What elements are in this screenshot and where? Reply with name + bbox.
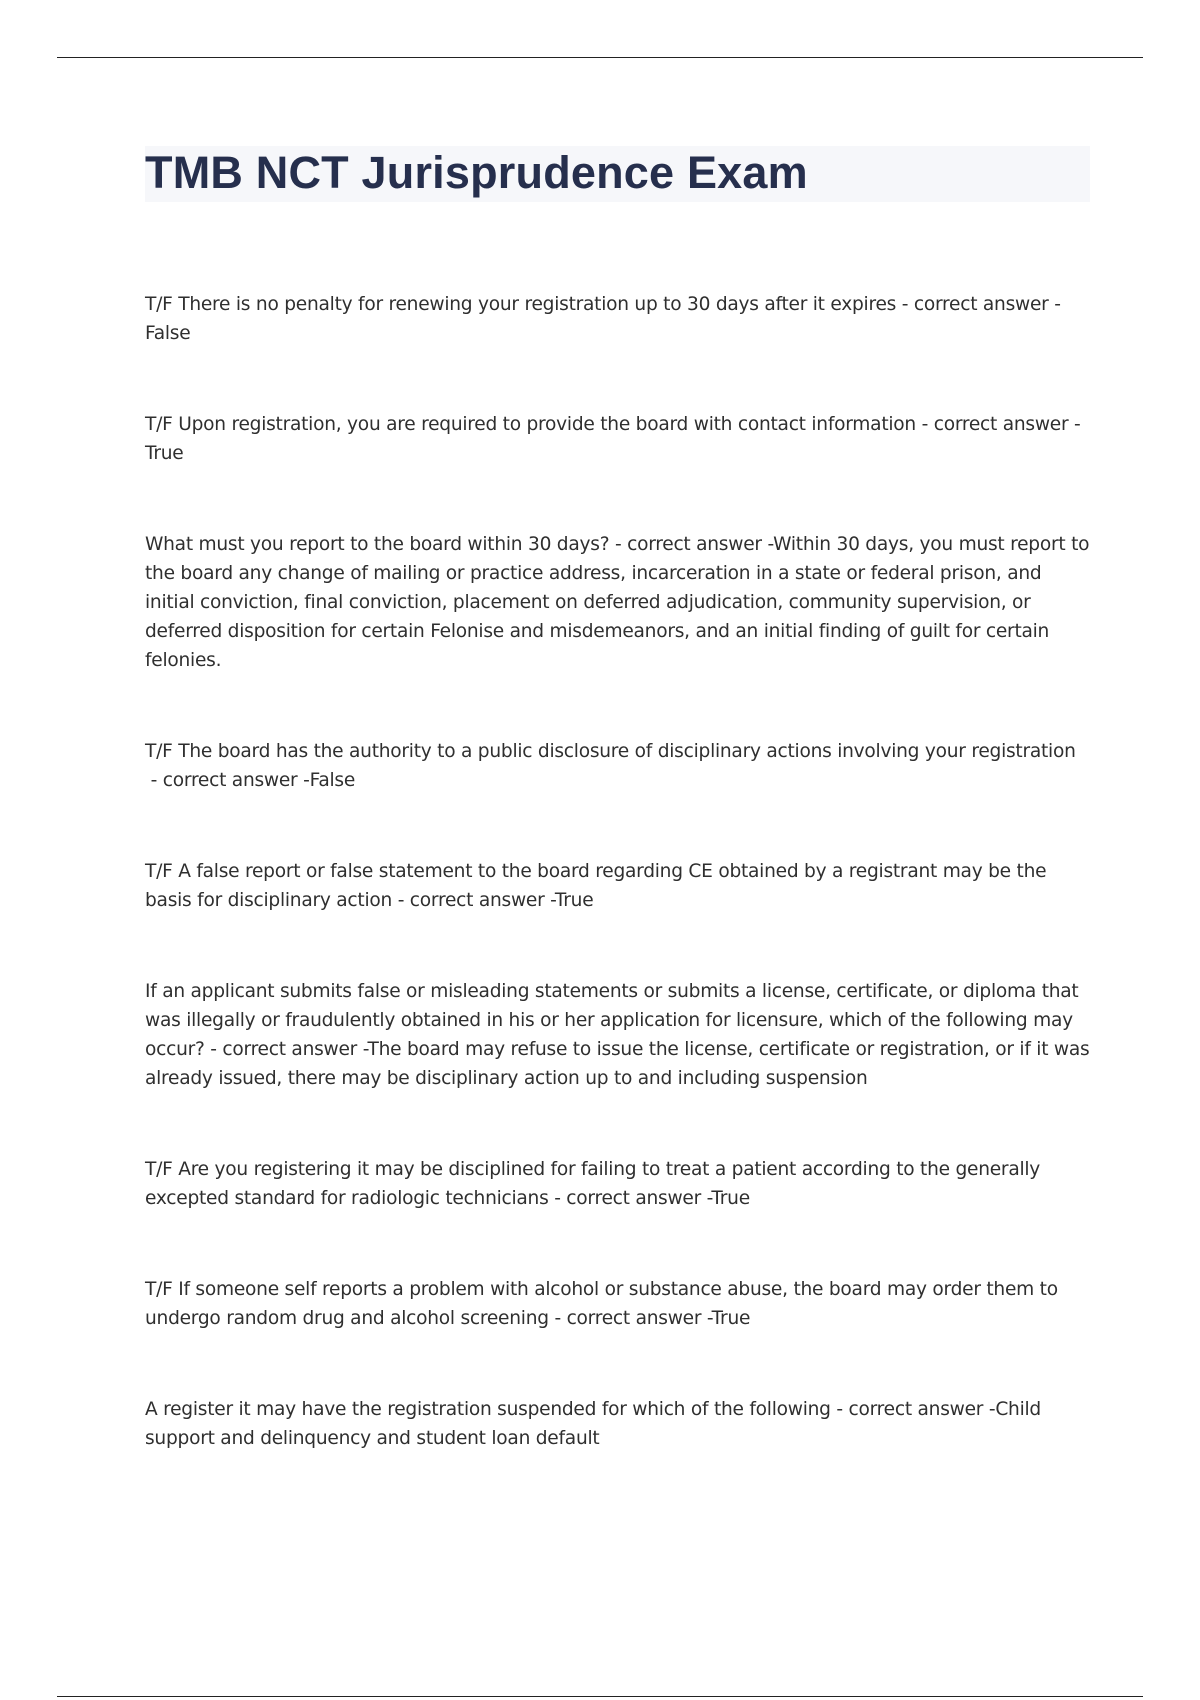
qa-item-9 xyxy=(145,1395,1090,1453)
question-text: T/F The board has the authority to a public disclosure of disciplinary actions involving your registration xyxy=(145,741,1076,762)
qa-item-6 xyxy=(145,977,1090,1093)
question-text: T/F A false report or false statement to the board regarding CE obtained by a registrant may be the basis for disciplinary action xyxy=(145,861,1047,911)
qa-item-3 xyxy=(145,530,1090,675)
qa-item-7 xyxy=(145,1155,1090,1213)
answer-text: Child support and delinquency and student loan default xyxy=(145,1399,1041,1449)
top-rule xyxy=(57,57,1143,58)
question-text: T/F Are you registering it may be disciplined for failing to treat a patient according to the generally excepted standard for radiologic technicians xyxy=(145,1159,1041,1209)
qa-item-2 xyxy=(145,410,1090,468)
bottom-rule xyxy=(57,1696,1143,1697)
answer-separator: - correct answer - xyxy=(548,1308,712,1329)
question-text: T/F If someone self reports a problem with alcohol or substance abuse, the board may order them to undergo random drug and alcohol screening xyxy=(145,1279,1058,1329)
answer-separator: - correct answer - xyxy=(915,414,1079,435)
answer-separator: - correct answer - xyxy=(392,890,555,911)
question-text: What must you report to the board within 30 days? xyxy=(145,534,610,555)
answer-separator: - correct answer - xyxy=(204,1039,368,1060)
answer-separator: - correct answer - xyxy=(896,294,1061,315)
question-text: If an applicant submits false or misleading statements or submits a license, certificate, or diploma that was illegally or fraudulently obtained in his or her application for licensure, which of the following may occur? xyxy=(145,981,1079,1060)
qa-list xyxy=(145,290,1090,1453)
question-text: T/F There is no penalty for renewing your registration up to 30 days after it expires xyxy=(145,294,897,315)
answer-text: True xyxy=(554,890,594,911)
answer-text: False xyxy=(145,323,191,344)
question-text: T/F Upon registration, you are required to provide the board with contact information xyxy=(145,414,916,435)
answer-separator: - correct answer - xyxy=(609,534,774,555)
document-title: TMB NCT Jurisprudence Exam xyxy=(145,147,808,198)
answer-text: True xyxy=(145,443,184,464)
answer-separator: - correct answer - xyxy=(548,1188,712,1209)
answer-text: Within 30 days, you must report to the board any change of mailing or practice address, incarceration in a state or federal prison, and initial conviction, final conviction, placement on deferred adjudication, community supervision, or deferred disposition for certain Felonise and misdemeanors, and an initial finding of guilt for certain felonies. xyxy=(145,534,1090,671)
qa-item-1 xyxy=(145,290,1090,348)
qa-item-4 xyxy=(145,737,1090,795)
qa-item-5 xyxy=(145,857,1090,915)
answer-text: The board may refuse to issue the license, certificate or registration, or if it was already issued, there may be disciplinary action up to and including suspension xyxy=(145,1039,1090,1089)
answer-text: True xyxy=(711,1308,751,1329)
answer-text: False xyxy=(309,770,356,791)
answer-separator: - correct answer - xyxy=(830,1399,996,1420)
qa-item-8 xyxy=(145,1275,1090,1333)
answer-text: True xyxy=(711,1188,750,1209)
answer-separator: - correct answer - xyxy=(145,770,310,791)
question-text: A register it may have the registration suspended for which of the following xyxy=(145,1399,831,1420)
